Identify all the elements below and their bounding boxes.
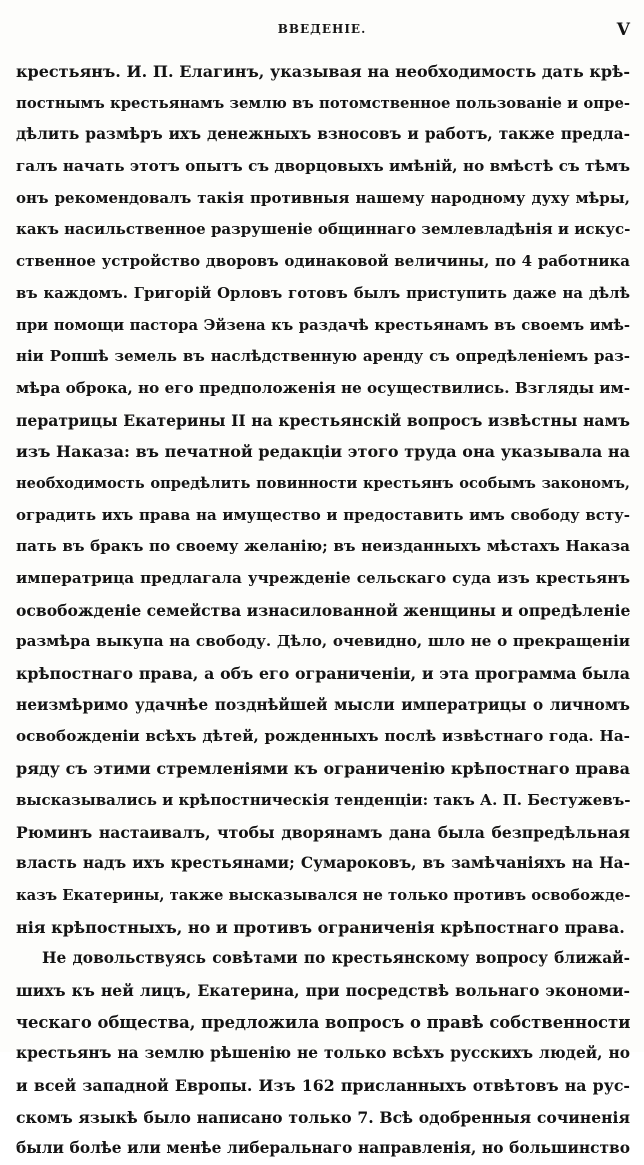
running-head: ВВЕДЕНІЕ.	[277, 22, 367, 36]
text-line: ператрицы Екатерины II на крестьянскій вопросъ извѣстны намъ	[16, 410, 630, 430]
text-line: крестьянъ на землю рѣшенію не только всѣхъ русскихъ людей, но	[16, 1044, 630, 1063]
body-text	[16, 56, 630, 1165]
text-line: крѣпостнаго права, а объ его ограниченіи, и эта программа была	[16, 664, 630, 684]
text-line: дѣлить размѣръ ихъ денежныхъ взносовъ и работъ, также предла-	[16, 125, 630, 144]
text-line: размѣра выкупа на свободу. Дѣло, очевидно, шло не о прекращеніи	[16, 632, 630, 651]
text-line: и всей западной Европы. Изъ 162 присланныхъ отвѣтовъ на рус-	[16, 1076, 630, 1095]
text-line: постнымъ крестьянамъ землю въ потомственное пользованіе и опре-	[16, 94, 630, 112]
text-line: пать въ бракъ по своему желанію; въ неизданныхъ мѣстахъ Наказа	[16, 537, 630, 556]
text-line: оградить ихъ права на имущество и предоставить имъ свободу всту-	[16, 505, 630, 524]
page-header	[0, 22, 644, 42]
text-line: Рюминъ настаивалъ, чтобы дворянамъ дана была безпредѣльная	[16, 822, 630, 842]
paragraph-start-line: Не довольствуясь совѣтами по крестьянскому вопросу ближай-	[42, 949, 630, 968]
text-line: мѣра оброка, но его предположенія не осуществились. Взгляды им-	[16, 378, 630, 397]
text-line: ряду съ этими стремленіями къ ограниченію крѣпостнаго права	[16, 759, 630, 779]
text-line: неизмѣримо удачнѣе позднѣйшей мысли императрицы о личномъ	[16, 695, 630, 714]
text-line: императрица предлагала учрежденіе сельскаго суда изъ крестьянъ	[16, 569, 630, 587]
text-line: власть надъ ихъ крестьянами; Сумароковъ, въ замѣчаніяхъ на На-	[16, 854, 630, 873]
text-line: онъ рекомендовалъ такія противныя нашему народному духу мѣры,	[16, 188, 630, 207]
text-line: при помощи пастора Эйзена къ раздачѣ крестьянамъ въ своемъ имѣ-	[16, 316, 630, 334]
text-line: освобожденіи всѣхъ дѣтей, рожденныхъ послѣ извѣстнаго года. На-	[16, 727, 630, 746]
text-line: крестьянъ. И. П. Елагинъ, указывая на необходимость дать крѣ-	[16, 62, 630, 81]
page-number: V	[616, 20, 630, 40]
text-line: какъ насильственное разрушеніе общиннаго землевладѣнія и искус-	[16, 220, 630, 239]
paragraph-end-line: нія крѣпостныхъ, но и противъ ограниченія крѣпостнаго права.	[16, 917, 625, 937]
text-line: ніи Ропшѣ земель въ наслѣдственную аренду съ опредѣленіемъ раз-	[16, 347, 630, 366]
text-line: высказывались и крѣпостническія тенденціи: такъ А. П. Бестужевъ-	[16, 790, 630, 809]
text-line: въ каждомъ. Григорій Орловъ готовъ былъ приступить даже на дѣлѣ	[16, 284, 630, 302]
text-line: были болѣе или менѣе либеральнаго направленія, но большинство	[16, 1139, 630, 1158]
text-line: необходимость опредѣлить повинности крестьянъ особымъ закономъ,	[16, 474, 630, 492]
text-line: ческаго общества, предложила вопросъ о правѣ собственности	[16, 1012, 630, 1032]
text-line: ственное устройство дворовъ одинаковой величины, по 4 работника	[16, 252, 630, 271]
text-line: казъ Екатерины, также высказывался не только противъ освобожде-	[16, 886, 630, 904]
text-line: галъ начать этотъ опытъ съ дворцовыхъ имѣній, но вмѣстѣ съ тѣмъ	[16, 157, 630, 176]
text-line: освобожденіе семейства изнасилованной женщины и опредѣленіе	[16, 600, 630, 620]
text-line: шихъ къ ней лицъ, Екатерина, при посредствѣ вольнаго экономи-	[16, 980, 630, 1000]
text-line: скомъ языкѣ было написано только 7. Всѣ одобренныя сочиненія	[16, 1107, 630, 1127]
text-line: изъ Наказа: въ печатной редакціи этого труда она указывала на	[16, 442, 630, 462]
